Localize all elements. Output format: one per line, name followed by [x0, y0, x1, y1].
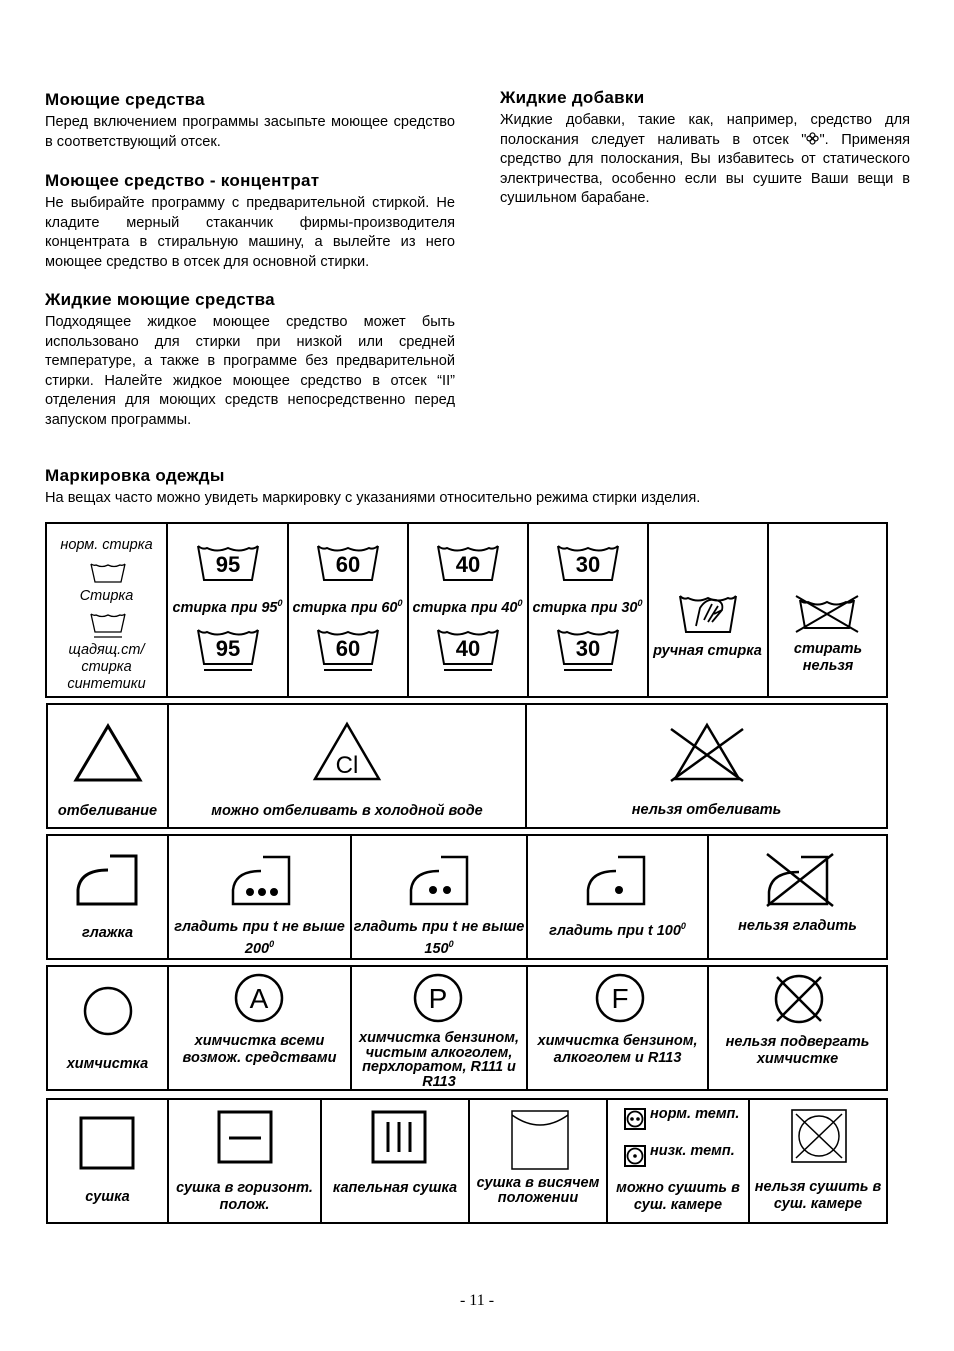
drip-dry-icon — [371, 1110, 427, 1164]
liquid-additives-section — [500, 88, 910, 209]
iron-100-cell — [528, 836, 707, 958]
circle-p-icon — [412, 972, 464, 1024]
drying-cell — [48, 1100, 167, 1222]
tub-30-gentle-icon — [556, 628, 620, 672]
legend-wash: Стирка — [79, 588, 134, 604]
tumble-low-temp-icon — [624, 1145, 646, 1167]
degree-sup: 0 — [637, 598, 643, 608]
wash-legend-cell — [47, 524, 166, 696]
tub-95-gentle-icon — [196, 628, 260, 672]
iron-150-cell — [352, 836, 526, 958]
iron-100-label — [528, 918, 707, 940]
no-iron-icon — [761, 852, 835, 908]
tub-60-number: 60 — [335, 552, 361, 577]
no-wash-cell — [768, 524, 888, 696]
square-icon — [79, 1116, 135, 1170]
tumble-dry-cell — [608, 1100, 748, 1222]
wash-40-cell — [408, 524, 527, 696]
a-symbol: A — [249, 983, 269, 1014]
hand-wash-label: ручная стирка — [653, 643, 762, 659]
no-wash-label: стирать нельзя — [793, 641, 863, 674]
no-wash-icon — [794, 594, 860, 634]
labels-section — [45, 466, 905, 509]
hand-wash-cell — [648, 524, 767, 696]
p-symbol: P — [428, 983, 448, 1014]
tub-60-icon — [316, 544, 380, 584]
bleaching-cell — [48, 705, 167, 827]
cold-bleach-cell — [169, 705, 525, 827]
no-bleach-label: нельзя отбеливать — [631, 802, 782, 818]
dry-clean-f-label: химчистка бензином, алкоголем и R113 — [537, 1033, 698, 1066]
wash-60-text: стирка при 60 — [292, 599, 398, 616]
iron-200-cell — [169, 836, 350, 958]
detergents-section — [45, 90, 455, 152]
hang-dry-icon — [510, 1109, 570, 1171]
iron-150-text: гладить при t не выше 150 — [353, 919, 525, 957]
no-tumble-cell — [750, 1100, 886, 1222]
detergents-title: Моющие средства — [45, 90, 205, 109]
additives-text-part2: ". Применяя средство для полоскания, Вы избавитесь от статического электричества, особенно если вы сушите Ваши вещи в сушильном барабане. — [500, 131, 910, 207]
tub-40-icon — [436, 544, 500, 584]
degree-sup: 0 — [680, 921, 686, 931]
wash-40-label — [408, 595, 527, 617]
dry-flat-cell — [169, 1100, 320, 1222]
normal-temp-label: норм. темп. — [650, 1106, 740, 1122]
circle-a-icon — [233, 972, 285, 1024]
tub-gentle-icon — [90, 612, 126, 640]
tub-95-icon — [196, 544, 260, 584]
tub-30-number: 30 — [575, 552, 601, 577]
tub-40-gentle-number: 40 — [455, 636, 481, 661]
tumble-ok-label: можно сушить в суш. камере — [616, 1180, 740, 1213]
labels-intro: На вещах часто можно увидеть маркировку с указаниями относительно режима стирки изделия. — [45, 490, 701, 506]
concentrate-section — [45, 171, 455, 272]
liquid-additives-text — [500, 111, 910, 209]
tumble-normal-temp-icon — [624, 1108, 646, 1130]
no-iron-cell — [709, 836, 886, 958]
tub-icon — [90, 562, 126, 584]
liquid-detergents-text: Подходящее жидкое моющее средство может быть использовано для стирки при низкой или средней температуре, а также в программе без предварительной стирки. Налейте жидкое моющее средство в отсек “II” отделения для моющих средств непосредственно перед запуском программы. — [45, 314, 455, 428]
no-tumble-dry-icon — [790, 1108, 848, 1164]
bleaching-label: отбеливание — [57, 803, 158, 819]
wash-30-cell — [528, 524, 647, 696]
washing-row — [45, 522, 888, 698]
hand-wash-icon — [678, 592, 738, 636]
dry-clean-p-label: химчистка бензином, чистым алкоголем, перхлоратом, R111 и R113 — [359, 1030, 519, 1090]
no-bleach-cell — [527, 705, 886, 827]
circle-f-icon — [594, 972, 646, 1024]
dry-clean-p-cell — [352, 967, 526, 1089]
degree-sup: 0 — [277, 598, 283, 608]
dry-flat-label: сушка в горизонт. полож. — [176, 1180, 313, 1213]
wash-40-text: стирка при 40 — [412, 599, 518, 616]
no-iron-label: нельзя гладить — [738, 918, 857, 934]
triangle-icon — [73, 723, 143, 783]
cl-symbol: Cl — [335, 752, 359, 779]
iron-200-label — [169, 919, 350, 958]
dry-clean-row — [46, 965, 888, 1091]
wash-95-cell — [168, 524, 287, 696]
liquid-detergents-section — [45, 290, 455, 431]
additives-text-part1: Жидкие добавки, такие как, например, средство для полоскания следует наливать в отсек " — [500, 112, 910, 148]
f-symbol: F — [611, 983, 629, 1014]
cold-bleach-label: можно отбеливать в холодной воде — [211, 803, 483, 819]
iron-200-text: гладить при t не выше 200 — [174, 919, 345, 957]
iron-three-dots-icon — [229, 854, 293, 906]
dry-clean-f-cell — [528, 967, 707, 1089]
no-tumble-label: нельзя сушить в суш. камере — [754, 1179, 882, 1212]
no-dry-clean-label: нельзя подвергать химчистке — [725, 1034, 870, 1067]
ironing-cell — [48, 836, 167, 958]
no-dry-clean-icon — [771, 972, 827, 1026]
tub-60-gentle-number: 60 — [335, 636, 361, 661]
wash-95-label — [168, 595, 287, 617]
drip-dry-label: капельная сушка — [332, 1180, 458, 1196]
concentrate-text: Не выбирайте программу с предварительной стиркой. Не кладите мерный стаканчик фирмы-производителя концентрата в стиральную машину, а вылейте из него моющее средство в отсек для основной стирки. — [45, 195, 455, 270]
triangle-cl-icon — [312, 721, 382, 783]
degree-sup: 0 — [448, 939, 454, 949]
tub-30-gentle-number: 30 — [575, 636, 601, 661]
degree-sup: 0 — [397, 598, 403, 608]
dry-flat-icon — [217, 1110, 273, 1164]
hang-dry-label: сушка в висячем положении — [476, 1175, 600, 1206]
page-number: - 11 - — [459, 1292, 495, 1309]
concentrate-title: Моющее средство - концентрат — [45, 171, 320, 190]
hang-dry-cell — [470, 1100, 606, 1222]
detergents-text: Перед включением программы засыпьте моющее средство в соответствующий отсек. — [45, 114, 455, 150]
dry-clean-a-cell — [169, 967, 350, 1089]
no-bleach-icon — [667, 721, 747, 785]
degree-sup: 0 — [517, 598, 523, 608]
liquid-detergents-title: Жидкие моющие средства — [45, 290, 275, 309]
flower-compartment-icon — [806, 132, 819, 145]
low-temp-label: низк. темп. — [650, 1143, 735, 1159]
bleach-row — [46, 703, 888, 829]
legend-gentle: щадящ.ст/ стирка синтетики — [67, 642, 146, 692]
wash-95-text: стирка при 95 — [172, 599, 278, 616]
iron-one-dot-icon — [584, 854, 648, 906]
dry-cleaning-cell — [48, 967, 167, 1089]
wash-60-cell — [288, 524, 407, 696]
tub-60-gentle-icon — [316, 628, 380, 672]
wash-30-text: стирка при 30 — [532, 599, 638, 616]
ironing-label: глажка — [81, 925, 134, 941]
iron-100-text: гладить при t 100 — [549, 922, 681, 939]
iron-icon — [74, 852, 140, 906]
no-dry-clean-cell — [709, 967, 886, 1089]
dry-cleaning-label: химчистка — [66, 1056, 149, 1072]
wash-30-label — [528, 595, 647, 617]
drip-dry-cell — [322, 1100, 468, 1222]
labels-title: Маркировка одежды — [45, 466, 225, 485]
wash-60-label — [288, 595, 407, 617]
legend-normal-wash: норм. стирка — [60, 537, 153, 553]
dry-clean-a-label: химчистка всеми возмож. средствами — [182, 1033, 337, 1066]
tub-40-gentle-icon — [436, 628, 500, 672]
drying-row — [46, 1098, 888, 1224]
drying-label: сушка — [85, 1189, 130, 1205]
ironing-row — [46, 834, 888, 960]
degree-sup: 0 — [269, 939, 275, 949]
iron-150-label — [352, 919, 526, 958]
tub-40-number: 40 — [455, 552, 481, 577]
tub-30-icon — [556, 544, 620, 584]
circle-icon — [82, 985, 134, 1037]
iron-two-dots-icon — [407, 854, 471, 906]
liquid-additives-title: Жидкие добавки — [500, 88, 645, 107]
tub-95-number: 95 — [215, 552, 241, 577]
tub-95-gentle-number: 95 — [215, 636, 241, 661]
